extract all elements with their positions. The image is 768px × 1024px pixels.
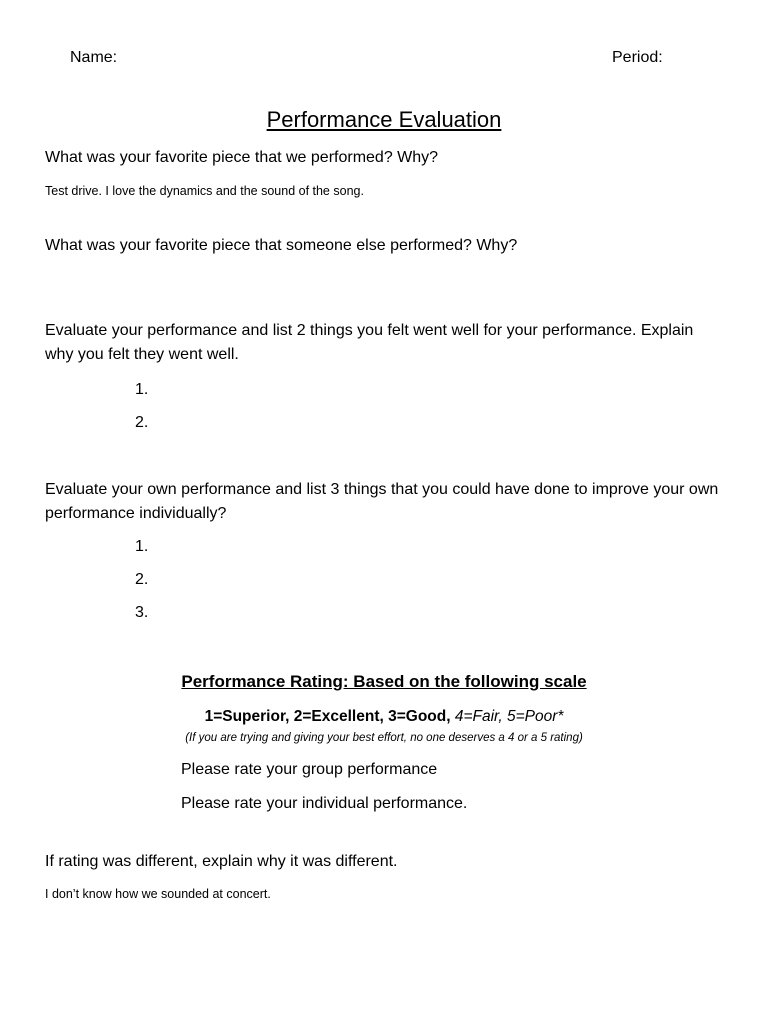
individual-rating-prompt: Please rate your individual performance. xyxy=(181,795,468,812)
rating-scale-bold: 1=Superior, 2=Excellent, 3=Good, xyxy=(204,708,451,725)
question-favorite-other-piece: What was your favorite piece that someone else performed? Why? xyxy=(45,237,518,254)
answer-rating-difference: I don’t know how we sounded at concert. xyxy=(45,887,271,901)
rating-scale xyxy=(0,708,768,726)
rating-scale-italic: 4=Fair, 5=Poor* xyxy=(450,708,564,725)
question-favorite-own-piece: What was your favorite piece that we performed? Why? xyxy=(45,149,439,166)
went-well-item: 1. xyxy=(135,381,149,398)
page-title: Performance Evaluation xyxy=(266,107,502,132)
group-rating-prompt: Please rate your group performance xyxy=(181,761,438,778)
answer-favorite-own-piece: Test drive. I love the dynamics and the sound of the song. xyxy=(45,184,364,198)
period-label: Period: xyxy=(612,49,663,66)
rating-section-title: Performance Rating: Based on the following scale xyxy=(181,672,587,691)
rating-note: (If you are trying and giving your best effort, no one deserves a 4 or a 5 rating) xyxy=(185,732,583,744)
question-improve: Evaluate your own performance and list 3 things that you could have done to improve your own performance individually? xyxy=(45,481,719,522)
question-rating-difference: If rating was different, explain why it was different. xyxy=(45,853,398,870)
name-label: Name: xyxy=(70,49,118,66)
question-went-well: Evaluate your performance and list 2 things you felt went well for your performance. Explain why you felt they went well. xyxy=(45,322,694,363)
improve-item: 3. xyxy=(135,604,149,621)
improve-item: 2. xyxy=(135,571,149,588)
went-well-item: 2. xyxy=(135,414,149,431)
improve-item: 1. xyxy=(135,538,149,555)
